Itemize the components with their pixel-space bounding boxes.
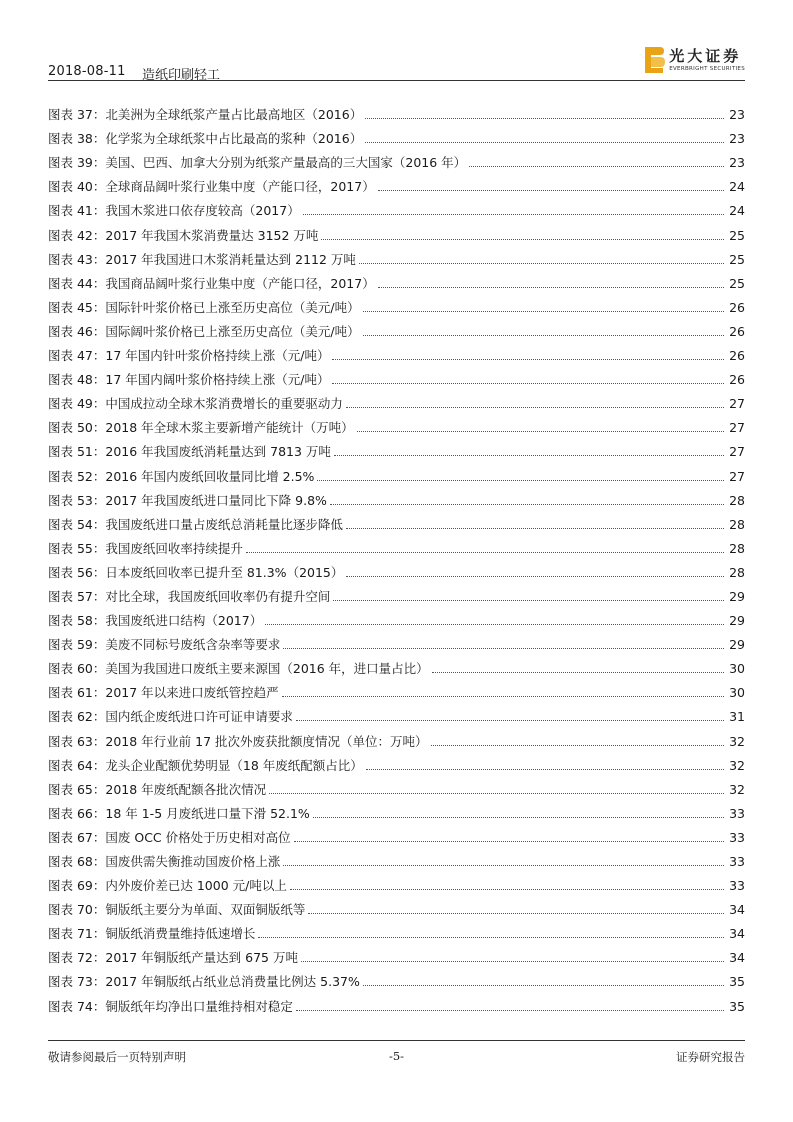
toc-entry[interactable] — [48, 581, 745, 605]
toc-entry-title[interactable]: 图表 60：美国为我国进口废纸主要来源国（2016 年，进口量占比） — [48, 661, 429, 677]
dot-leader — [366, 769, 724, 770]
toc-entry[interactable] — [48, 774, 745, 798]
toc-entry[interactable] — [48, 894, 745, 918]
toc-entry-title[interactable]: 图表 64：龙头企业配额优势明显（18 年废纸配额占比） — [48, 757, 363, 773]
toc-entry[interactable] — [48, 268, 745, 292]
toc-entry-page[interactable]: 29 — [729, 637, 745, 653]
logo-chinese-name: 光大证券 — [669, 46, 742, 65]
toc-entry-title[interactable]: 图表 43：2017 年我国进口木浆消耗量达到 2112 万吨 — [48, 251, 356, 267]
toc-entry-title[interactable]: 图表 65：2018 年废纸配额各批次情况 — [48, 781, 267, 797]
page-footer — [48, 1049, 745, 1067]
dot-leader — [296, 1010, 724, 1011]
toc-entry[interactable] — [48, 533, 745, 557]
page-header — [48, 44, 745, 83]
header-divider — [48, 80, 745, 81]
dot-leader — [432, 672, 724, 673]
toc-entry[interactable] — [48, 316, 745, 340]
toc-entry[interactable] — [48, 653, 745, 677]
toc-entry-title[interactable]: 图表 38：化学浆为全球纸浆中占比最高的浆种（2016） — [48, 131, 363, 147]
toc-entry-title[interactable]: 图表 70：铜版纸主要分为单面、双面铜版纸等 — [48, 902, 306, 918]
toc-entry-page[interactable]: 23 — [729, 107, 745, 123]
toc-entry-title[interactable]: 图表 72：2017 年铜版纸产量达到 675 万吨 — [48, 950, 298, 966]
report-sector: 造纸印刷轻工 — [142, 68, 221, 83]
toc-entry-title[interactable]: 图表 67：国废 OCC 价格处于历史相对高位 — [48, 829, 291, 845]
figure-list — [48, 99, 745, 1015]
toc-entry-page[interactable]: 27 — [729, 420, 745, 436]
toc-entry-title[interactable]: 图表 74：铜版纸年均净出口量维持相对稳定 — [48, 998, 293, 1014]
toc-entry-page[interactable]: 28 — [729, 492, 745, 508]
toc-entry[interactable] — [48, 244, 745, 268]
toc-entry-page[interactable]: 24 — [729, 203, 745, 219]
toc-entry[interactable] — [48, 388, 745, 412]
toc-entry[interactable] — [48, 677, 745, 701]
dot-leader — [290, 889, 724, 890]
toc-entry[interactable] — [48, 750, 745, 774]
toc-entry[interactable] — [48, 509, 745, 533]
toc-entry-page[interactable]: 29 — [729, 613, 745, 629]
toc-entry-title[interactable]: 图表 40：全球商品阔叶浆行业集中度（产能口径，2017） — [48, 179, 375, 195]
toc-entry[interactable] — [48, 846, 745, 870]
toc-entry-page[interactable]: 26 — [729, 372, 745, 388]
toc-entry-page[interactable]: 33 — [729, 805, 745, 821]
toc-entry-title[interactable]: 图表 48：17 年国内阔叶浆价格持续上涨（元/吨） — [48, 372, 330, 388]
page-number: -5- — [388, 1049, 405, 1063]
dot-leader — [359, 263, 724, 264]
toc-entry[interactable] — [48, 870, 745, 894]
toc-entry-title[interactable]: 图表 52：2016 年国内废纸回收量同比增 2.5% — [48, 468, 315, 484]
toc-entry-page[interactable]: 29 — [729, 588, 745, 604]
toc-entry[interactable] — [48, 725, 745, 749]
dot-leader — [363, 335, 724, 336]
toc-entry[interactable] — [48, 605, 745, 629]
toc-entry-page[interactable]: 23 — [729, 131, 745, 147]
toc-entry-title[interactable]: 图表 63：2018 年行业前 17 批次外废获批额度情况（单位：万吨） — [48, 733, 428, 749]
toc-entry-page[interactable]: 33 — [729, 854, 745, 869]
toc-entry-page[interactable]: 32 — [729, 781, 745, 797]
toc-entry-title[interactable]: 图表 46：国际阔叶浆价格已上涨至历史高位（美元/吨） — [48, 323, 360, 339]
dot-leader — [283, 865, 724, 866]
report-type: 证券研究报告 — [676, 1050, 745, 1064]
toc-entry-page[interactable]: 28 — [729, 540, 745, 556]
toc-entry-title[interactable]: 图表 51：2016 年我国废纸消耗量达到 7813 万吨 — [48, 444, 331, 460]
toc-entry-title[interactable]: 图表 59：美废不同标号废纸含杂率等要求 — [48, 637, 281, 653]
dot-leader — [246, 552, 724, 553]
toc-entry-page[interactable]: 35 — [729, 974, 745, 990]
toc-entry[interactable] — [48, 219, 745, 243]
toc-entry[interactable] — [48, 629, 745, 653]
toc-entry[interactable] — [48, 485, 745, 509]
toc-entry[interactable] — [48, 412, 745, 436]
toc-entry-page[interactable]: 34 — [729, 902, 745, 918]
toc-entry-title[interactable]: 图表 49：中国成拉动全球木浆消费增长的重要驱动力 — [48, 396, 343, 412]
toc-entry[interactable] — [48, 460, 745, 484]
toc-entry[interactable] — [48, 966, 745, 990]
toc-entry-title[interactable]: 图表 66：18 年 1-5 月废纸进口量下滑 52.1% — [48, 805, 310, 821]
toc-entry-title[interactable]: 图表 71：铜版纸消费量维持低速增长 — [48, 926, 256, 942]
toc-entry[interactable] — [48, 147, 745, 171]
dot-leader — [378, 287, 724, 288]
toc-entry[interactable] — [48, 364, 745, 388]
dot-leader — [357, 431, 724, 432]
toc-entry-title[interactable]: 图表 57：对比全球，我国废纸回收率仍有提升空间 — [48, 588, 331, 604]
toc-entry-title[interactable]: 图表 69：内外废价差已达 1000 元/吨以上 — [48, 878, 287, 894]
toc-entry-page[interactable]: 34 — [729, 926, 745, 942]
toc-entry-page[interactable]: 23 — [729, 155, 745, 171]
toc-entry-title[interactable]: 图表 41：我国木浆进口依存度较高（2017） — [48, 203, 300, 219]
toc-entry-page[interactable]: 25 — [729, 251, 745, 267]
toc-entry-title[interactable]: 图表 54：我国废纸进口量占废纸总消耗量比逐步降低 — [48, 516, 343, 532]
toc-entry-page[interactable]: 26 — [729, 348, 745, 364]
toc-entry[interactable] — [48, 822, 745, 846]
toc-entry-page[interactable]: 32 — [729, 733, 745, 749]
toc-entry-page[interactable]: 25 — [729, 227, 745, 243]
toc-entry-page[interactable]: 26 — [729, 299, 745, 315]
toc-entry-title[interactable]: 图表 62：国内纸企废纸进口许可证申请要求 — [48, 709, 293, 725]
toc-entry-page[interactable]: 31 — [729, 709, 745, 725]
dot-leader — [283, 648, 724, 649]
toc-entry-page[interactable]: 32 — [729, 757, 745, 773]
toc-entry[interactable] — [48, 171, 745, 195]
dot-leader — [321, 239, 724, 240]
dot-leader — [346, 528, 724, 529]
dot-leader — [303, 214, 724, 215]
dot-leader — [333, 600, 724, 601]
dot-leader — [334, 455, 724, 456]
toc-entry[interactable] — [48, 990, 745, 1014]
toc-entry-title[interactable]: 图表 37：北美洲为全球纸浆产量占比最高地区（2016） — [48, 107, 363, 123]
dot-leader — [282, 696, 724, 697]
toc-entry-title[interactable]: 图表 42：2017 年我国木浆消费量达 3152 万吨 — [48, 227, 319, 243]
toc-entry-title[interactable]: 图表 55：我国废纸回收率持续提升 — [48, 540, 243, 556]
dot-leader — [294, 841, 724, 842]
toc-entry[interactable] — [48, 123, 745, 147]
toc-entry[interactable] — [48, 701, 745, 725]
toc-entry[interactable] — [48, 918, 745, 942]
toc-entry[interactable] — [48, 340, 745, 364]
toc-entry-title[interactable]: 图表 58：我国废纸进口结构（2017） — [48, 613, 263, 629]
toc-entry[interactable] — [48, 292, 745, 316]
toc-entry-page[interactable]: 30 — [729, 685, 745, 701]
toc-entry-title[interactable]: 图表 61：2017 年以来进口废纸管控趋严 — [48, 685, 279, 701]
toc-entry-page[interactable]: 26 — [729, 323, 745, 339]
toc-entry[interactable] — [48, 798, 745, 822]
toc-entry-title[interactable]: 图表 45：国际针叶浆价格已上涨至历史高位（美元/吨） — [48, 299, 360, 315]
toc-entry-page[interactable]: 28 — [729, 564, 745, 580]
dot-leader — [431, 745, 724, 746]
toc-entry-title[interactable]: 图表 47：17 年国内针叶浆价格持续上涨（元/吨） — [48, 348, 330, 364]
dot-leader — [378, 190, 724, 191]
company-logo — [643, 44, 745, 76]
toc-entry[interactable] — [48, 195, 745, 219]
dot-leader — [330, 504, 724, 505]
toc-entry-page[interactable]: 27 — [729, 396, 745, 412]
dot-leader — [313, 817, 724, 818]
logo-english-name: EVERBRIGHT SECURITIES — [669, 65, 745, 72]
dot-leader — [265, 624, 724, 625]
dot-leader — [308, 913, 724, 914]
everbright-logo-icon — [643, 45, 665, 75]
toc-entry-title[interactable]: 图表 73：2017 年铜版纸占纸业总消费量比例达 5.37% — [48, 974, 360, 990]
toc-entry-title[interactable]: 图表 68：国废供需失衡推动国废价格上涨 — [48, 854, 281, 869]
toc-entry-page[interactable]: 27 — [729, 468, 745, 484]
toc-entry-page[interactable]: 30 — [729, 661, 745, 677]
toc-entry-page[interactable]: 24 — [729, 179, 745, 195]
toc-entry-title[interactable]: 图表 56：日本废纸回收率已提升至 81.3%（2015） — [48, 564, 344, 580]
dot-leader — [332, 359, 724, 360]
toc-entry-page[interactable]: 28 — [729, 516, 745, 532]
toc-entry-title[interactable]: 图表 39：美国、巴西、加拿大分别为纸浆产量最高的三大国家（2016 年） — [48, 155, 467, 171]
dot-leader — [363, 985, 724, 986]
toc-entry-title[interactable]: 图表 50：2018 年全球木浆主要新增产能统计（万吨） — [48, 420, 354, 436]
toc-entry-title[interactable]: 图表 44：我国商品阔叶浆行业集中度（产能口径，2017） — [48, 275, 375, 291]
toc-entry[interactable] — [48, 99, 745, 123]
report-date: 2018-08-11 — [48, 64, 126, 79]
toc-entry-page[interactable]: 27 — [729, 444, 745, 460]
toc-entry-page[interactable]: 35 — [729, 998, 745, 1014]
toc-entry[interactable] — [48, 436, 745, 460]
footer-divider — [48, 1040, 745, 1041]
toc-entry-page[interactable]: 25 — [729, 275, 745, 291]
dot-leader — [296, 720, 724, 721]
toc-entry-page[interactable]: 33 — [729, 829, 745, 845]
dot-leader — [469, 166, 724, 167]
disclaimer-note: 敬请参阅最后一页特别声明 — [48, 1050, 186, 1064]
toc-entry[interactable] — [48, 942, 745, 966]
dot-leader — [363, 311, 724, 312]
dot-leader — [365, 118, 724, 119]
dot-leader — [258, 937, 724, 938]
toc-entry-page[interactable]: 33 — [729, 878, 745, 894]
dot-leader — [365, 142, 724, 143]
dot-leader — [346, 576, 724, 577]
dot-leader — [269, 793, 724, 794]
dot-leader — [332, 383, 724, 384]
toc-entry[interactable] — [48, 557, 745, 581]
toc-entry-title[interactable]: 图表 53：2017 年我国废纸进口量同比下降 9.8% — [48, 492, 327, 508]
dot-leader — [346, 407, 724, 408]
toc-entry-page[interactable]: 34 — [729, 950, 745, 966]
dot-leader — [301, 961, 724, 962]
dot-leader — [317, 480, 724, 481]
